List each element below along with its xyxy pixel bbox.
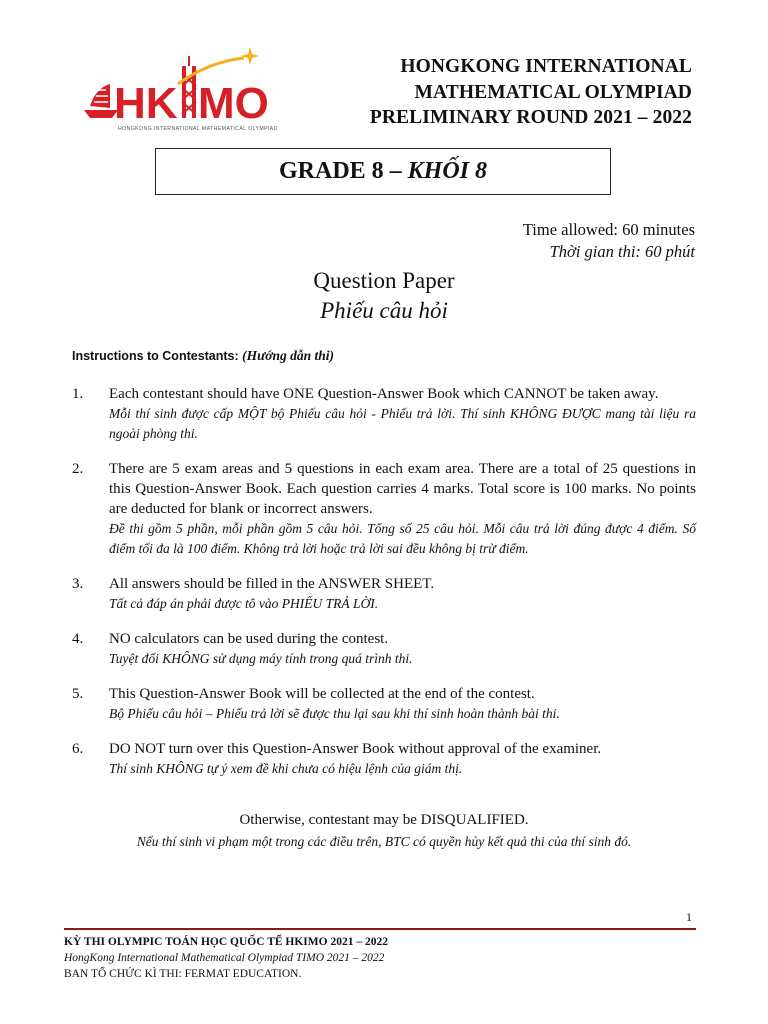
footer-line-2: HongKong International Mathematical Olympiad TIMO 2021 – 2022	[64, 952, 385, 964]
instruction-item	[72, 574, 696, 614]
instruction-text-en: There are 5 exam areas and 5 questions in each exam area. There are a total of 25 questions in this Question-Answer Book. Each question carries 4 marks. Total score is 100 marks. No points are deducted for blank or incorrect answers.	[109, 461, 696, 517]
title-line-2: MATHEMATICAL OLYMPIAD	[414, 81, 692, 103]
time-allowed-en: Time allowed: 60 minutes	[522, 220, 695, 239]
instructions-heading-vi: (Hướng dẫn thi)	[242, 348, 335, 363]
tower-icon	[182, 56, 196, 118]
instructions-list	[72, 384, 696, 794]
instruction-number: 2.	[72, 461, 84, 477]
instruction-number: 6.	[72, 741, 84, 757]
title-line-3: PRELIMINARY ROUND 2021 – 2022	[369, 107, 692, 128]
disqualification-notice	[0, 810, 768, 852]
instruction-text-vi: Tất cả đáp án phải được tô vào PHIẾU TRẢ LỜI.	[109, 596, 379, 611]
instruction-text-en: All answers should be filled in the ANSWER SHEET.	[109, 576, 435, 592]
disqualification-en: Otherwise, contestant may be DISQUALIFIED.	[239, 812, 529, 828]
paper-title-en: Question Paper	[313, 268, 455, 293]
instruction-text-vi: Thí sinh KHÔNG tự ý xem đề khi chưa có hiệu lệnh của giám thị.	[109, 761, 463, 776]
svg-text:HONGKONG INTERNATIONAL MATHEMA: HONGKONG INTERNATIONAL MATHEMATICAL OLYMPIAD	[118, 126, 278, 132]
instruction-text-vi: Bộ Phiếu câu hỏi – Phiếu trả lời sẽ được thu lại sau khi thí sinh hoàn thành bài thi.	[109, 706, 560, 721]
svg-text:HK: HK	[114, 79, 178, 128]
instruction-item	[72, 459, 696, 559]
instruction-item	[72, 384, 696, 444]
grade-label: GRADE 8 –	[278, 158, 408, 184]
disqualification-vi: Nếu thí sinh vi phạm một trong các điều trên, BTC có quyền hủy kết quả thi của thí sinh đó.	[136, 834, 632, 849]
instructions-heading	[72, 348, 334, 364]
footer	[64, 934, 388, 982]
page-number: 1	[686, 910, 692, 924]
instruction-text-vi: Đề thi gồm 5 phần, mỗi phần gồm 5 câu hỏi. Tổng số 25 câu hỏi. Mỗi câu trả lời đúng được 4 điểm. Số điểm tối đa là 100 điểm. Không trả lời hoặc trả lời sai đều không bị trừ điểm.	[109, 521, 696, 556]
instruction-number: 1.	[72, 386, 84, 402]
competition-title	[312, 54, 692, 131]
paper-title	[0, 266, 768, 326]
footer-line-1: KỲ THI OLYMPIC TOÁN HỌC QUỐC TẾ HKIMO 2021 – 2022	[64, 936, 388, 948]
instruction-number: 3.	[72, 576, 84, 592]
instruction-text-vi: Mỗi thí sinh được cấp MỘT bộ Phiếu câu hỏi - Phiếu trả lời. Thí sinh KHÔNG ĐƯỢC mang tài liệu ra ngoài phòng thi.	[109, 406, 696, 441]
instruction-text-en: Each contestant should have ONE Question-Answer Book which CANNOT be taken away.	[109, 386, 659, 402]
time-allowed-vi: Thời gian thi: 60 phút	[549, 242, 695, 261]
footer-divider	[64, 928, 696, 930]
instructions-heading-en: Instructions to Contestants:	[72, 349, 243, 363]
time-allowed	[523, 219, 695, 263]
hkimo-logo	[78, 44, 304, 136]
instruction-item	[72, 739, 696, 779]
instruction-item	[72, 684, 696, 724]
grade-label-vi: KHỐI 8	[407, 158, 488, 184]
instruction-text-en: NO calculators can be used during the contest.	[109, 631, 389, 647]
footer-line-3: BAN TỔ CHỨC KÌ THI: FERMAT EDUCATION.	[64, 968, 302, 980]
instruction-number: 5.	[72, 686, 84, 702]
instruction-number: 4.	[72, 631, 84, 647]
instruction-text-en: DO NOT turn over this Question-Answer Book without approval of the examiner.	[109, 741, 602, 757]
sail-boat-icon	[84, 84, 118, 118]
star-icon	[241, 47, 259, 65]
instruction-text-en: This Question-Answer Book will be collected at the end of the contest.	[109, 686, 535, 702]
paper-title-vi: Phiếu câu hỏi	[320, 298, 448, 323]
svg-text:MO: MO	[198, 79, 269, 128]
title-line-1: HONGKONG INTERNATIONAL	[400, 56, 692, 77]
grade-box	[155, 148, 611, 195]
instruction-item	[72, 629, 696, 669]
instruction-text-vi: Tuyệt đối KHÔNG sử dụng máy tính trong quá trình thi.	[109, 651, 413, 666]
